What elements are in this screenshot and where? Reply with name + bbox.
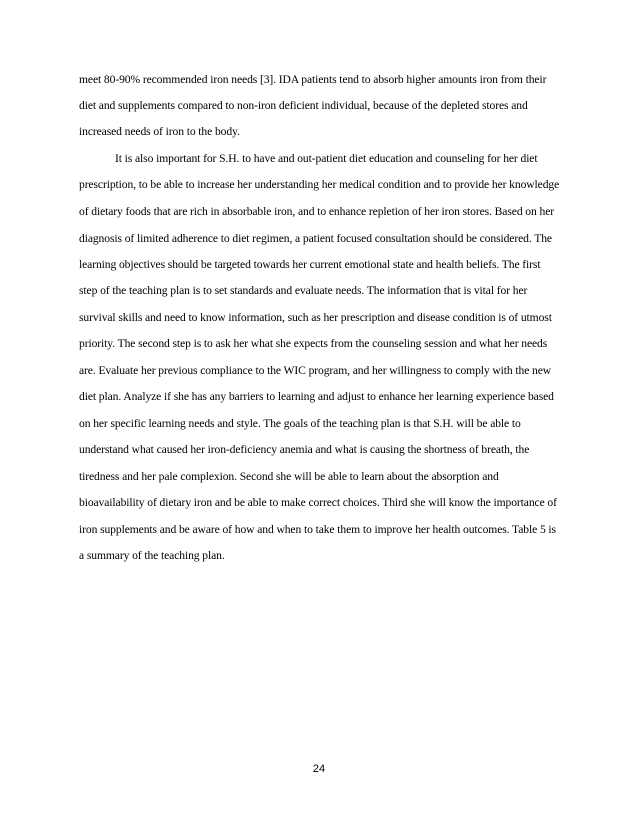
body-text-line: bioavailability of dietary iron and be able to make correct choices. Third she will know the importance of xyxy=(79,496,557,509)
body-text-line: survival skills and need to know information, such as her prescription and disease condition is of utmost xyxy=(79,311,552,324)
body-text-line: increased needs of iron to the body. xyxy=(79,125,240,138)
body-text-line: priority. The second step is to ask her what she expects from the counseling session and what her needs xyxy=(79,337,548,350)
body-text-line: understand what caused her iron-deficiency anemia and what is causing the shortness of breath, the xyxy=(79,443,530,456)
paragraph-first-line: It is also important for S.H. to have and out-patient diet education and counseling for her diet xyxy=(115,152,538,165)
body-text-line: step of the teaching plan is to set standards and evaluate needs. The information that is vital for her xyxy=(79,284,528,297)
body-text-line: tiredness and her pale complexion. Second she will be able to learn about the absorption and xyxy=(79,470,499,483)
body-text-line: are. Evaluate her previous compliance to the WIC program, and her willingness to comply with the new xyxy=(79,364,552,377)
body-text-line: diet and supplements compared to non-iron deficient individual, because of the depleted stores and xyxy=(79,99,528,112)
body-text-line: prescription, to be able to increase her understanding her medical condition and to provide her knowledge xyxy=(79,178,560,191)
body-text-line: on her specific learning needs and style. The goals of the teaching plan is that S.H. will be able to xyxy=(79,417,521,430)
body-text-line: diet plan. Analyze if she has any barriers to learning and adjust to enhance her learning experience based xyxy=(79,390,554,403)
body-text-line: diagnosis of limited adherence to diet regimen, a patient focused consultation should be considered. The xyxy=(79,232,552,245)
page-number: 24 xyxy=(312,763,326,775)
body-text-line: learning objectives should be targeted towards her current emotional state and health beliefs. The first xyxy=(79,258,541,271)
body-text-line: a summary of the teaching plan. xyxy=(79,549,225,562)
body-text-line: iron supplements and be aware of how and when to take them to improve her health outcomes. Table 5 is xyxy=(79,523,556,536)
body-text-line: of dietary foods that are rich in absorbable iron, and to enhance repletion of her iron stores. Based on her xyxy=(79,205,555,218)
body-text-line: meet 80-90% recommended iron needs [3]. IDA patients tend to absorb higher amounts iron from their xyxy=(79,73,547,86)
